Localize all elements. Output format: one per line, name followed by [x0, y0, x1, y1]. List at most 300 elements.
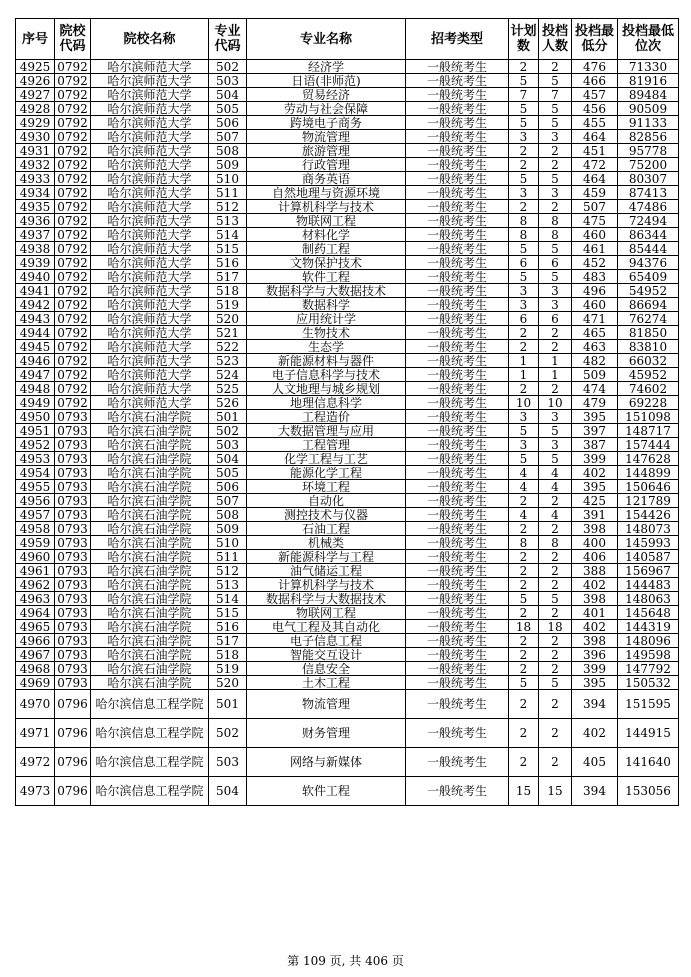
cell-min-score: 451 [572, 144, 618, 158]
cell-major-code: 513 [209, 578, 247, 592]
cell-school-code: 0792 [55, 172, 91, 186]
cell-major-name: 工程造价 [247, 410, 406, 424]
table-row [16, 564, 679, 578]
cell-school-code: 0792 [55, 228, 91, 242]
cell-school-code: 0792 [55, 200, 91, 214]
table-body [16, 60, 679, 806]
cell-min-score: 463 [572, 340, 618, 354]
cell-admit-count: 2 [539, 648, 572, 662]
cell-min-rank: 151595 [618, 690, 679, 719]
cell-major-name: 物联网工程 [247, 214, 406, 228]
cell-admit-count: 1 [539, 368, 572, 382]
cell-min-rank: 144319 [618, 620, 679, 634]
cell-min-score: 402 [572, 578, 618, 592]
cell-admit-count: 5 [539, 116, 572, 130]
cell-seq: 4968 [16, 662, 55, 676]
header-min-score: 投档最低分 [572, 19, 618, 60]
cell-min-score: 460 [572, 228, 618, 242]
cell-seq: 4958 [16, 522, 55, 536]
cell-major-code: 519 [209, 298, 247, 312]
cell-plan-count: 2 [509, 550, 539, 564]
cell-plan-count: 1 [509, 354, 539, 368]
cell-min-score: 399 [572, 662, 618, 676]
cell-school-code: 0792 [55, 60, 91, 74]
cell-school-name: 哈尔滨石油学院 [91, 634, 209, 648]
cell-plan-count: 4 [509, 466, 539, 480]
table-row [16, 494, 679, 508]
cell-major-name: 自然地理与资源环境 [247, 186, 406, 200]
cell-admit-count: 3 [539, 130, 572, 144]
cell-exam-type: 一般统考生 [406, 382, 509, 396]
table-row [16, 158, 679, 172]
cell-min-rank: 86694 [618, 298, 679, 312]
cell-min-rank: 144915 [618, 719, 679, 748]
cell-school-name: 哈尔滨石油学院 [91, 648, 209, 662]
cell-school-code: 0792 [55, 186, 91, 200]
header-min-rank: 投档最低位次 [618, 19, 679, 60]
cell-plan-count: 2 [509, 564, 539, 578]
cell-exam-type: 一般统考生 [406, 620, 509, 634]
cell-min-rank: 80307 [618, 172, 679, 186]
cell-min-score: 482 [572, 354, 618, 368]
cell-min-rank: 86344 [618, 228, 679, 242]
cell-major-code: 518 [209, 284, 247, 298]
cell-plan-count: 2 [509, 662, 539, 676]
cell-major-name: 机械类 [247, 536, 406, 550]
cell-major-code: 507 [209, 494, 247, 508]
cell-school-code: 0793 [55, 494, 91, 508]
cell-major-code: 501 [209, 410, 247, 424]
cell-min-rank: 144899 [618, 466, 679, 480]
cell-seq: 4937 [16, 228, 55, 242]
cell-major-code: 515 [209, 242, 247, 256]
cell-exam-type: 一般统考生 [406, 719, 509, 748]
header-major-code: 专业代码 [209, 19, 247, 60]
cell-exam-type: 一般统考生 [406, 228, 509, 242]
cell-major-code: 514 [209, 228, 247, 242]
cell-admit-count: 2 [539, 578, 572, 592]
cell-plan-count: 3 [509, 130, 539, 144]
cell-seq: 4945 [16, 340, 55, 354]
cell-plan-count: 3 [509, 298, 539, 312]
cell-admit-count: 2 [539, 634, 572, 648]
cell-school-name: 哈尔滨师范大学 [91, 326, 209, 340]
cell-min-rank: 144483 [618, 578, 679, 592]
cell-admit-count: 2 [539, 494, 572, 508]
cell-min-score: 395 [572, 480, 618, 494]
cell-plan-count: 3 [509, 186, 539, 200]
cell-min-rank: 66032 [618, 354, 679, 368]
cell-seq: 4970 [16, 690, 55, 719]
cell-exam-type: 一般统考生 [406, 284, 509, 298]
cell-min-rank: 148073 [618, 522, 679, 536]
cell-min-rank: 81916 [618, 74, 679, 88]
cell-min-rank: 145993 [618, 536, 679, 550]
cell-exam-type: 一般统考生 [406, 326, 509, 340]
cell-major-code: 522 [209, 340, 247, 354]
cell-plan-count: 10 [509, 396, 539, 410]
cell-seq: 4948 [16, 382, 55, 396]
cell-admit-count: 2 [539, 200, 572, 214]
cell-plan-count: 5 [509, 676, 539, 690]
cell-major-code: 511 [209, 550, 247, 564]
cell-min-score: 479 [572, 396, 618, 410]
table-row [16, 256, 679, 270]
cell-min-score: 461 [572, 242, 618, 256]
cell-admit-count: 2 [539, 382, 572, 396]
table-row [16, 214, 679, 228]
cell-major-code: 504 [209, 452, 247, 466]
cell-exam-type: 一般统考生 [406, 777, 509, 806]
cell-school-name: 哈尔滨师范大学 [91, 200, 209, 214]
cell-exam-type: 一般统考生 [406, 424, 509, 438]
cell-min-score: 406 [572, 550, 618, 564]
cell-school-name: 哈尔滨师范大学 [91, 284, 209, 298]
cell-exam-type: 一般统考生 [406, 578, 509, 592]
table-row [16, 60, 679, 74]
cell-exam-type: 一般统考生 [406, 438, 509, 452]
cell-admit-count: 5 [539, 172, 572, 186]
cell-plan-count: 5 [509, 242, 539, 256]
cell-admit-count: 8 [539, 536, 572, 550]
cell-major-name: 财务管理 [247, 719, 406, 748]
cell-seq: 4952 [16, 438, 55, 452]
cell-min-rank: 94376 [618, 256, 679, 270]
cell-school-code: 0792 [55, 256, 91, 270]
table-row [16, 550, 679, 564]
cell-seq: 4955 [16, 480, 55, 494]
cell-admit-count: 5 [539, 452, 572, 466]
table-row [16, 242, 679, 256]
cell-min-score: 395 [572, 676, 618, 690]
cell-plan-count: 2 [509, 60, 539, 74]
cell-min-score: 398 [572, 522, 618, 536]
cell-admit-count: 2 [539, 719, 572, 748]
cell-plan-count: 5 [509, 424, 539, 438]
cell-min-rank: 140587 [618, 550, 679, 564]
table-row [16, 522, 679, 536]
cell-major-code: 505 [209, 466, 247, 480]
cell-major-code: 511 [209, 186, 247, 200]
table-row [16, 690, 679, 719]
cell-admit-count: 5 [539, 676, 572, 690]
cell-exam-type: 一般统考生 [406, 634, 509, 648]
cell-plan-count: 15 [509, 777, 539, 806]
cell-school-name: 哈尔滨师范大学 [91, 130, 209, 144]
table-row [16, 480, 679, 494]
cell-school-name: 哈尔滨石油学院 [91, 620, 209, 634]
cell-school-name: 哈尔滨师范大学 [91, 382, 209, 396]
cell-exam-type: 一般统考生 [406, 606, 509, 620]
cell-seq: 4953 [16, 452, 55, 466]
cell-exam-type: 一般统考生 [406, 564, 509, 578]
cell-admit-count: 4 [539, 480, 572, 494]
cell-plan-count: 1 [509, 368, 539, 382]
cell-seq: 4940 [16, 270, 55, 284]
cell-school-name: 哈尔滨石油学院 [91, 606, 209, 620]
cell-major-name: 能源化学工程 [247, 466, 406, 480]
table-row [16, 284, 679, 298]
cell-seq: 4943 [16, 312, 55, 326]
cell-seq: 4967 [16, 648, 55, 662]
cell-exam-type: 一般统考生 [406, 340, 509, 354]
cell-school-code: 0793 [55, 480, 91, 494]
cell-major-name: 数据科学与大数据技术 [247, 592, 406, 606]
cell-exam-type: 一般统考生 [406, 60, 509, 74]
cell-min-score: 457 [572, 88, 618, 102]
cell-school-name: 哈尔滨师范大学 [91, 270, 209, 284]
cell-admit-count: 2 [539, 550, 572, 564]
cell-min-score: 396 [572, 648, 618, 662]
cell-major-code: 517 [209, 270, 247, 284]
cell-school-code: 0793 [55, 452, 91, 466]
cell-major-name: 网络与新媒体 [247, 748, 406, 777]
cell-major-name: 人文地理与城乡规划 [247, 382, 406, 396]
cell-school-name: 哈尔滨师范大学 [91, 298, 209, 312]
cell-min-score: 388 [572, 564, 618, 578]
cell-min-score: 398 [572, 634, 618, 648]
cell-major-name: 计算机科学与技术 [247, 200, 406, 214]
cell-major-name: 劳动与社会保障 [247, 102, 406, 116]
cell-major-code: 504 [209, 88, 247, 102]
cell-major-code: 509 [209, 522, 247, 536]
cell-min-score: 456 [572, 102, 618, 116]
cell-school-name: 哈尔滨石油学院 [91, 522, 209, 536]
cell-school-name: 哈尔滨信息工程学院 [91, 690, 209, 719]
table-row [16, 410, 679, 424]
cell-exam-type: 一般统考生 [406, 186, 509, 200]
cell-major-name: 大数据管理与应用 [247, 424, 406, 438]
header-major-name: 专业名称 [247, 19, 406, 60]
cell-exam-type: 一般统考生 [406, 396, 509, 410]
cell-school-code: 0793 [55, 676, 91, 690]
header-plan-count: 计划数 [509, 19, 539, 60]
cell-admit-count: 3 [539, 410, 572, 424]
cell-school-code: 0792 [55, 284, 91, 298]
cell-plan-count: 5 [509, 116, 539, 130]
cell-exam-type: 一般统考生 [406, 494, 509, 508]
cell-school-name: 哈尔滨师范大学 [91, 312, 209, 326]
cell-major-code: 502 [209, 60, 247, 74]
cell-school-name: 哈尔滨石油学院 [91, 508, 209, 522]
table-row [16, 536, 679, 550]
cell-admit-count: 7 [539, 88, 572, 102]
cell-min-score: 465 [572, 326, 618, 340]
cell-admit-count: 2 [539, 662, 572, 676]
cell-min-score: 466 [572, 74, 618, 88]
cell-school-code: 0792 [55, 340, 91, 354]
cell-min-score: 397 [572, 424, 618, 438]
cell-school-code: 0792 [55, 396, 91, 410]
table-row [16, 102, 679, 116]
cell-min-rank: 141640 [618, 748, 679, 777]
cell-exam-type: 一般统考生 [406, 116, 509, 130]
cell-school-code: 0793 [55, 438, 91, 452]
cell-plan-count: 5 [509, 452, 539, 466]
cell-major-name: 旅游管理 [247, 144, 406, 158]
cell-major-code: 512 [209, 564, 247, 578]
cell-min-score: 394 [572, 777, 618, 806]
cell-seq: 4938 [16, 242, 55, 256]
cell-school-name: 哈尔滨石油学院 [91, 410, 209, 424]
cell-major-code: 502 [209, 424, 247, 438]
cell-admit-count: 3 [539, 284, 572, 298]
cell-seq: 4962 [16, 578, 55, 592]
cell-admit-count: 2 [539, 144, 572, 158]
cell-major-name: 地理信息科学 [247, 396, 406, 410]
cell-plan-count: 18 [509, 620, 539, 634]
cell-min-rank: 153056 [618, 777, 679, 806]
cell-plan-count: 5 [509, 270, 539, 284]
cell-school-code: 0792 [55, 326, 91, 340]
cell-major-name: 新能源材料与器件 [247, 354, 406, 368]
cell-min-rank: 154426 [618, 508, 679, 522]
cell-min-rank: 147628 [618, 452, 679, 466]
cell-major-name: 测控技术与仪器 [247, 508, 406, 522]
cell-plan-count: 7 [509, 88, 539, 102]
cell-exam-type: 一般统考生 [406, 452, 509, 466]
cell-major-name: 日语(非师范) [247, 74, 406, 88]
table-row [16, 777, 679, 806]
header-exam-type: 招考类型 [406, 19, 509, 60]
cell-school-name: 哈尔滨石油学院 [91, 466, 209, 480]
cell-school-code: 0792 [55, 144, 91, 158]
cell-min-rank: 156967 [618, 564, 679, 578]
cell-min-rank: 91133 [618, 116, 679, 130]
cell-admit-count: 2 [539, 158, 572, 172]
cell-major-name: 生物技术 [247, 326, 406, 340]
cell-school-name: 哈尔滨师范大学 [91, 60, 209, 74]
table-row [16, 354, 679, 368]
cell-plan-count: 5 [509, 592, 539, 606]
cell-seq: 4927 [16, 88, 55, 102]
cell-school-name: 哈尔滨石油学院 [91, 550, 209, 564]
cell-min-score: 400 [572, 536, 618, 550]
cell-exam-type: 一般统考生 [406, 592, 509, 606]
cell-min-rank: 151098 [618, 410, 679, 424]
cell-school-code: 0793 [55, 564, 91, 578]
cell-seq: 4930 [16, 130, 55, 144]
table-row [16, 508, 679, 522]
cell-major-name: 智能交互设计 [247, 648, 406, 662]
cell-school-name: 哈尔滨石油学院 [91, 494, 209, 508]
table-row [16, 186, 679, 200]
table-row [16, 88, 679, 102]
cell-exam-type: 一般统考生 [406, 368, 509, 382]
cell-admit-count: 4 [539, 508, 572, 522]
cell-seq: 4961 [16, 564, 55, 578]
cell-major-name: 环境工程 [247, 480, 406, 494]
cell-min-rank: 147792 [618, 662, 679, 676]
cell-exam-type: 一般统考生 [406, 354, 509, 368]
cell-seq: 4965 [16, 620, 55, 634]
table-row [16, 200, 679, 214]
cell-seq: 4963 [16, 592, 55, 606]
cell-major-code: 514 [209, 592, 247, 606]
cell-admit-count: 5 [539, 424, 572, 438]
cell-plan-count: 2 [509, 748, 539, 777]
cell-seq: 4950 [16, 410, 55, 424]
cell-seq: 4969 [16, 676, 55, 690]
cell-school-code: 0793 [55, 592, 91, 606]
cell-plan-count: 2 [509, 326, 539, 340]
cell-plan-count: 5 [509, 74, 539, 88]
cell-major-code: 504 [209, 777, 247, 806]
cell-school-name: 哈尔滨石油学院 [91, 578, 209, 592]
header-school-code: 院校代码 [55, 19, 91, 60]
cell-major-code: 507 [209, 130, 247, 144]
cell-min-score: 401 [572, 606, 618, 620]
cell-exam-type: 一般统考生 [406, 466, 509, 480]
cell-major-name: 物流管理 [247, 130, 406, 144]
cell-major-name: 行政管理 [247, 158, 406, 172]
cell-school-name: 哈尔滨师范大学 [91, 186, 209, 200]
cell-major-code: 512 [209, 200, 247, 214]
cell-major-code: 503 [209, 748, 247, 777]
cell-school-code: 0793 [55, 508, 91, 522]
cell-admit-count: 18 [539, 620, 572, 634]
cell-major-name: 电子信息科学与技术 [247, 368, 406, 382]
cell-school-name: 哈尔滨师范大学 [91, 368, 209, 382]
cell-school-code: 0793 [55, 634, 91, 648]
cell-exam-type: 一般统考生 [406, 508, 509, 522]
cell-plan-count: 2 [509, 382, 539, 396]
cell-min-score: 496 [572, 284, 618, 298]
cell-min-rank: 45952 [618, 368, 679, 382]
cell-school-name: 哈尔滨信息工程学院 [91, 777, 209, 806]
cell-major-name: 油气储运工程 [247, 564, 406, 578]
cell-seq: 4972 [16, 748, 55, 777]
table-row [16, 116, 679, 130]
cell-admit-count: 6 [539, 256, 572, 270]
cell-min-score: 452 [572, 256, 618, 270]
table-row [16, 270, 679, 284]
table-row [16, 634, 679, 648]
cell-exam-type: 一般统考生 [406, 256, 509, 270]
cell-exam-type: 一般统考生 [406, 676, 509, 690]
cell-admit-count: 1 [539, 354, 572, 368]
cell-school-code: 0792 [55, 368, 91, 382]
cell-seq: 4956 [16, 494, 55, 508]
cell-admit-count: 6 [539, 312, 572, 326]
table-row [16, 438, 679, 452]
cell-min-rank: 72494 [618, 214, 679, 228]
cell-school-code: 0793 [55, 410, 91, 424]
cell-seq: 4966 [16, 634, 55, 648]
cell-min-rank: 71330 [618, 60, 679, 74]
cell-plan-count: 5 [509, 172, 539, 186]
cell-school-code: 0793 [55, 648, 91, 662]
cell-major-code: 520 [209, 312, 247, 326]
cell-major-code: 505 [209, 102, 247, 116]
cell-plan-count: 8 [509, 536, 539, 550]
cell-seq: 4926 [16, 74, 55, 88]
cell-admit-count: 2 [539, 606, 572, 620]
cell-exam-type: 一般统考生 [406, 242, 509, 256]
cell-major-name: 软件工程 [247, 777, 406, 806]
cell-plan-count: 2 [509, 648, 539, 662]
cell-min-score: 472 [572, 158, 618, 172]
cell-major-code: 510 [209, 172, 247, 186]
table-row [16, 368, 679, 382]
cell-min-rank: 145648 [618, 606, 679, 620]
cell-admit-count: 3 [539, 186, 572, 200]
table-row [16, 592, 679, 606]
cell-admit-count: 5 [539, 242, 572, 256]
cell-major-name: 数据科学 [247, 298, 406, 312]
cell-school-code: 0796 [55, 777, 91, 806]
cell-admit-count: 3 [539, 298, 572, 312]
